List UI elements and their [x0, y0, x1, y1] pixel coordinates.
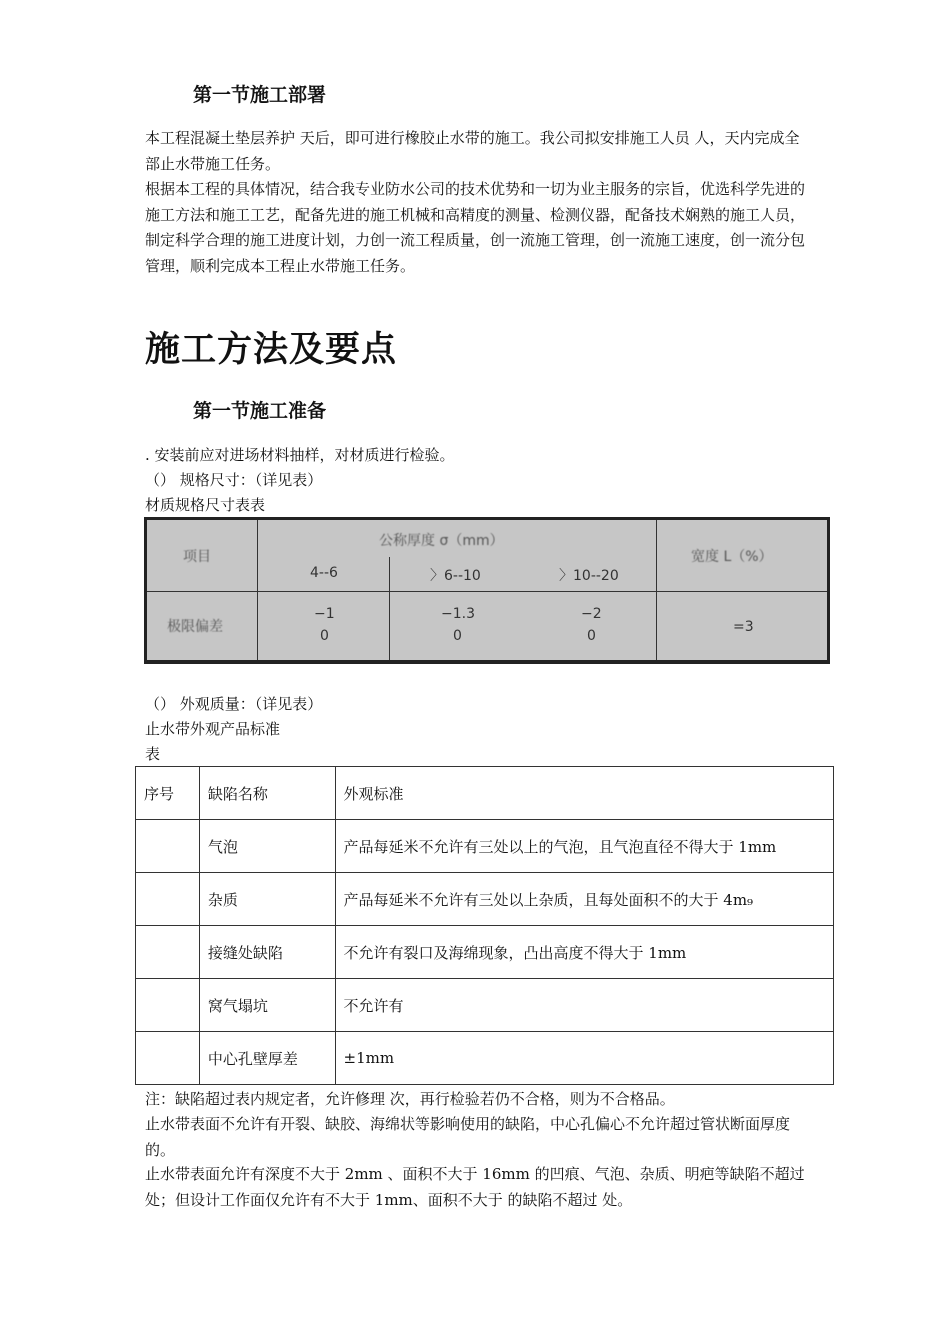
spec-header-width: 宽度 L（%） [691, 549, 773, 565]
table-row [136, 1032, 834, 1085]
cell-no [136, 873, 200, 926]
cell-no [136, 820, 200, 873]
spec-val-1b: 0 [320, 628, 329, 644]
header-defect-name: 缺陷名称 [199, 767, 335, 820]
cell-standard: 产品每延米不允许有三处以上杂质，且每处面积不的大于 4m₉ [335, 873, 834, 926]
spec-val-2a: −1.3 [441, 606, 475, 622]
text-spec-size: （） 规格尺寸：（详见表） [145, 471, 323, 489]
spec-val-3a: −2 [581, 606, 602, 622]
text-sampling-inspection: . 安装前应对进场材料抽样，对材质进行检验。 [145, 446, 455, 464]
spec-sub-6-10: 〉6--10 [430, 568, 481, 584]
table-row [136, 926, 834, 979]
cell-defect-name: 窝气塌坑 [199, 979, 335, 1032]
section-heading-deployment: 第一节施工部署 [193, 84, 327, 106]
cell-defect-name: 接缝处缺陷 [199, 926, 335, 979]
paragraph-allowed-defects: 止水带表面允许有深度不大于 2mm 、面积不大于 16mm 的凹痕、气泡、杂质、明疤等缺陷不超过 处；但设计工作面仅允许有不大于 1mm、面积不大于 的缺陷不超过 处。 [145, 1165, 805, 1209]
header-no: 序号 [136, 767, 200, 820]
cell-no [136, 979, 200, 1032]
cell-defect-name: 气泡 [199, 820, 335, 873]
spec-val-1a: −1 [314, 606, 335, 622]
spec-val-2b: 0 [453, 628, 462, 644]
spec-header-thickness: 公称厚度 σ（mm） [379, 533, 504, 549]
chapter-title: 施工方法及要点 [145, 330, 398, 370]
table-row [136, 979, 834, 1032]
spec-header-item: 项目 [183, 549, 211, 565]
cell-defect-name: 中心孔壁厚差 [199, 1032, 335, 1085]
table-header-row [136, 767, 834, 820]
text-appearance-quality: （） 外观质量：（详见表） [145, 695, 323, 713]
spec-row-label: 极限偏差 [167, 619, 223, 635]
spec-val-3b: 0 [587, 628, 596, 644]
spec-table [144, 517, 830, 664]
paragraph-deployment-2: 根据本工程的具体情况，结合我专业防水公司的技术优势和一切为业主服务的宗旨，优选科学先进的施工方法和施工工艺，配备先进的施工机械和高精度的测量、检测仪器，配备技术娴熟的施工人员，制定科学合理的施工进度计划，力创一流工程质量，创一流施工管理，创一流施工速度，创一流分包管理，顺利完成本工程止水带施工任务。 [145, 180, 806, 275]
cell-no [136, 926, 200, 979]
table2-caption-suffix: 表 [145, 745, 161, 763]
paragraph-surface-defects: 止水带表面不允许有开裂、缺胶、海绵状等影响使用的缺陷，中心孔偏心不允许超过管状断面厚度的。 [145, 1115, 791, 1159]
section-heading-preparation: 第一节施工准备 [193, 400, 327, 422]
spec-sub-4-6: 4--6 [310, 565, 338, 581]
paragraph-deployment-1: 本工程混凝土垫层养护 天后，即可进行橡胶止水带的施工。我公司拟安排施工人员 人，天内完成全部止水带施工任务。 [145, 129, 800, 173]
cell-defect-name: 杂质 [199, 873, 335, 926]
table1-caption: 材质规格尺寸表表 [145, 496, 266, 514]
spec-val-width: =3 [733, 619, 754, 635]
cell-standard: 不允许有 [335, 979, 834, 1032]
cell-standard: 产品每延米不允许有三处以上的气泡，且气泡直径不得大于 1mm [335, 820, 834, 873]
table2-caption: 止水带外观产品标准 [145, 720, 281, 738]
note-repair: 注：缺陷超过表内规定者，允许修理 次，再行检验若仍不合格，则为不合格品。 [145, 1090, 675, 1108]
cell-standard: 不允许有裂口及海绵现象，凸出高度不得大于 1mm [335, 926, 834, 979]
defect-table [135, 766, 834, 1085]
cell-no [136, 1032, 200, 1085]
spec-sub-10-20: 〉10--20 [559, 568, 619, 584]
header-standard: 外观标准 [335, 767, 834, 820]
table-row [136, 820, 834, 873]
table-row [136, 873, 834, 926]
cell-standard: ±1mm [335, 1032, 834, 1085]
